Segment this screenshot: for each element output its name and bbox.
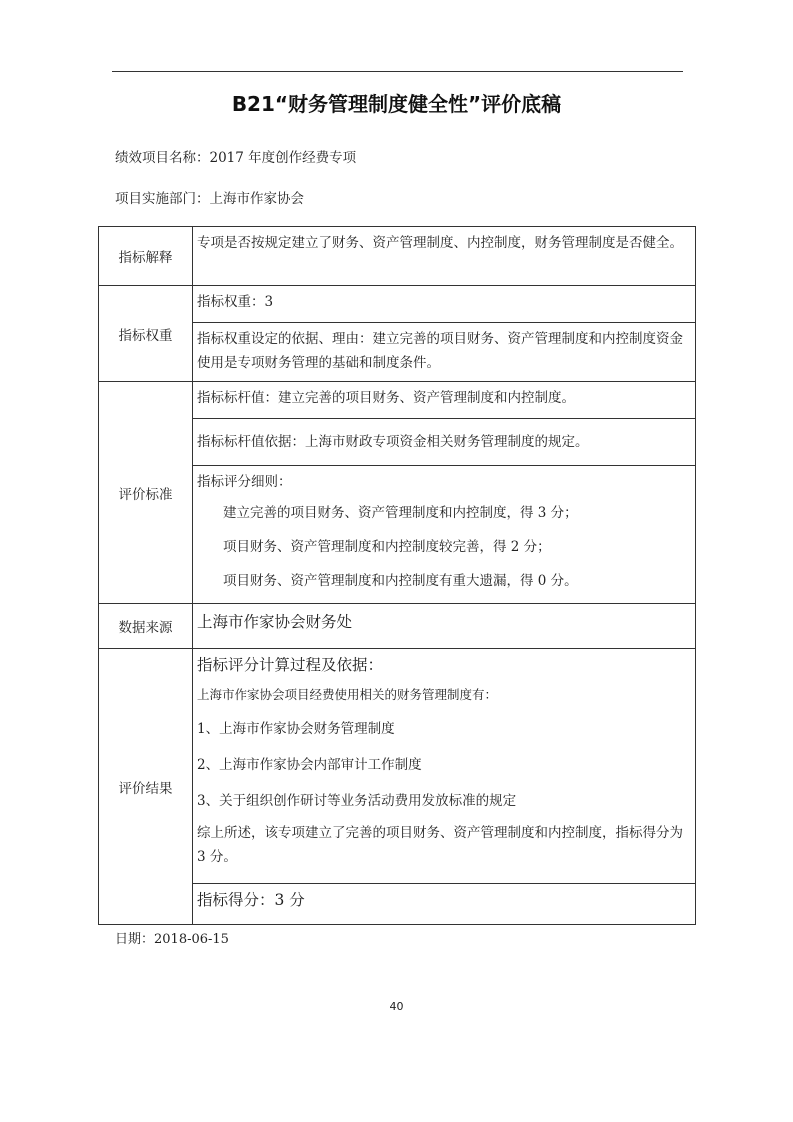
label-criteria: 评价标准 — [99, 382, 193, 604]
project-name: 绩效项目名称：2017 年度创作经费专项 — [115, 150, 357, 166]
row-benchmark — [99, 382, 696, 419]
weight-value: 指标权重：3 — [197, 294, 274, 310]
benchmark-basis: 指标标杆值依据：上海市财政专项资金相关财务管理制度的规定。 — [197, 434, 589, 450]
rule-item: 项目财务、资产管理制度和内控制度有重大遗漏，得 0 分。 — [223, 573, 578, 589]
explain-text: 专项是否按规定建立了财务、资产管理制度、内控制度，财务管理制度是否健全。 — [197, 235, 683, 251]
weight-basis: 指标权重设定的依据、理由：建立完善的项目财务、资产管理制度和内控制度资金使用是专项财务管理的基础和制度条件。 — [197, 331, 683, 371]
benchmark: 指标标杆值：建立完善的项目财务、资产管理制度和内控制度。 — [197, 390, 575, 406]
rule-item: 建立完善的项目财务、资产管理制度和内控制度，得 3 分； — [223, 505, 578, 521]
regulation-item: 1、上海市作家协会财务管理制度 — [197, 721, 395, 737]
label-source: 数据来源 — [99, 604, 193, 649]
date: 日期：2018-06-15 — [115, 932, 229, 947]
regulation-item: 2、上海市作家协会内部审计工作制度 — [197, 757, 422, 773]
result-summary: 综上所述，该专项建立了完善的项目财务、资产管理制度和内控制度，指标得分为 3 分。 — [197, 825, 683, 865]
label-explain: 指标解释 — [99, 227, 193, 286]
row-source — [99, 604, 696, 649]
page-title: B21“财务管理制度健全性”评价底稿 — [231, 92, 562, 116]
department: 项目实施部门：上海市作家协会 — [115, 191, 304, 207]
evaluation-table — [98, 226, 696, 925]
page-number: 40 — [389, 1000, 404, 1013]
label-result: 评价结果 — [99, 649, 193, 925]
rules-title: 指标评分细则： — [197, 474, 292, 490]
process-title: 指标评分计算过程及依据： — [197, 656, 384, 674]
row-weight-value — [99, 286, 696, 323]
source-text: 上海市作家协会财务处 — [197, 613, 353, 631]
row-explain — [99, 227, 696, 286]
row-result — [99, 649, 696, 884]
score: 指标得分：3 分 — [197, 891, 305, 909]
label-weight: 指标权重 — [99, 286, 193, 382]
result-intro: 上海市作家协会项目经费使用相关的财务管理制度有： — [197, 687, 498, 702]
rule-item: 项目财务、资产管理制度和内控制度较完善，得 2 分； — [223, 539, 551, 555]
header-rule — [112, 71, 683, 72]
regulation-item: 3、关于组织创作研讨等业务活动费用发放标准的规定 — [197, 793, 517, 809]
